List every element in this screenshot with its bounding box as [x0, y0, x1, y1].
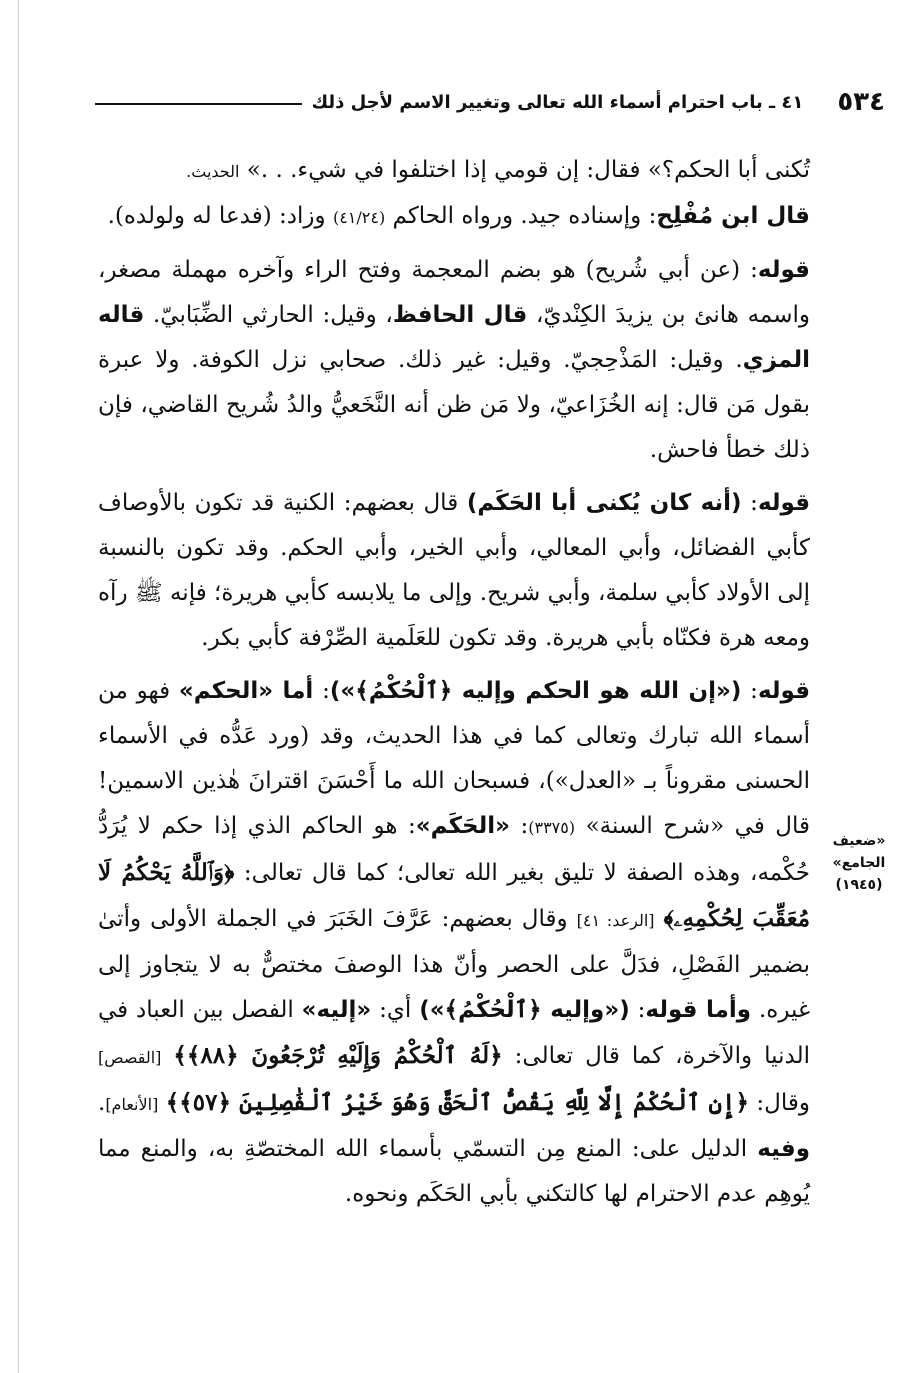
- text-run: وقال بعضهم: عَرَّفَ الخَبَرَ في الجملة الأولى وأتىٰ بضمير الفَصْلِ، فدَلَّ على الحصر وأنّ هذا الوصفَ مختصٌّ به لا يتجاوز إلى غيره.: [98, 906, 811, 1023]
- margin-note-line: «ضعيف: [832, 833, 886, 849]
- text-run: :: [741, 490, 758, 516]
- quran-verse: ﴿وَٱللَّهُ يَحْكُمُ لَا مُعَقِّبَ لِحُكْمِهِۦ﴾: [98, 859, 811, 932]
- paragraph: [98, 248, 810, 473]
- text-run: ، وقيل: الحارثي الضِّبَابيّ.: [144, 302, 393, 328]
- bold-keyword: «إليه»: [301, 997, 372, 1023]
- text-run: [161, 1043, 173, 1069]
- text-run: : وإسناده جيد. ورواه الحاكم: [385, 203, 657, 229]
- text-run: :: [509, 813, 529, 839]
- text-run: وزاد: (فدعا له ولولده).: [107, 203, 333, 229]
- text-run: [158, 1090, 165, 1116]
- bold-keyword: قاله المزي: [98, 302, 810, 373]
- text-run: .: [98, 1090, 106, 1116]
- text-run: تُكنى أبا الحكم؟» فقال: إن قومي إذا اختلفوا في شيء. . .»: [239, 157, 810, 183]
- body-text: [98, 148, 810, 1217]
- paragraph: [98, 481, 810, 661]
- bold-keyword: قال ابن مُفْلِح: [656, 203, 810, 229]
- text-run: [655, 906, 664, 932]
- margin-note-line: (١٩٤٥): [835, 877, 883, 893]
- reference-note: (٣٣٧٥): [528, 818, 576, 837]
- text-run: الفصل بين العباد في الدنيا والآخرة، كما قال تعالى:: [98, 997, 810, 1069]
- page-header: [95, 82, 885, 122]
- bold-keyword: قوله: [757, 678, 811, 704]
- quran-verse: ﴿إِنِ ٱلْحُكْمُ إِلَّا لِلَّهِ يَقُصُّ ٱلْحَقَّ وَهُوَ خَيْرُ ٱلْفَٰصِلِينَ ﴿٥٧﴾﴾: [165, 1089, 749, 1116]
- text-run: الدليل على: المنع مِن التسمّي بأسماء الله المختصّةِ به، والمنع مما يُوهِم عدم الاحترام لها كالتكني بأبي الحَكَم ونحوه.: [98, 1136, 810, 1207]
- chapter-title: ٤١ ـ باب احترام أسماء الله تعالى وتغيير الاسم لأجل ذلك: [311, 91, 804, 113]
- text-run: : هو الحاكم الذي إذا حكم لا يُرَدُّ حُكْمه، وهذه الصفة لا تليق بغير الله تعالى؛ كما قال تعالى:: [98, 813, 810, 886]
- reference-note: الحديث.: [186, 162, 240, 181]
- bold-keyword: (أنه كان يُكنى أبا الحَكَم): [466, 490, 742, 516]
- text-run: أي:: [371, 997, 420, 1023]
- text-run: . وقيل: المَذْحِجيّ. وقيل: غير ذلك. صحابي نزل الكوفة. ولا عبرة بقول مَن قال: إنه الخُزَاعيّ، ولا مَن ظن أنه النَّخَعيُّ والدُ شُريح القاضي، فإن ذلك خطأ فاحش.: [98, 347, 810, 463]
- quran-verse: ﴿لَهُ ٱلْحُكْمُ وَإِلَيْهِ تُرْجَعُونَ ﴿٨٨﴾﴾: [173, 1042, 503, 1069]
- paragraph: [98, 148, 810, 194]
- bold-keyword: («وإليه ﴿ٱلْحُكْمُ﴾»): [419, 997, 630, 1023]
- bold-keyword: أما «الحكم»: [178, 678, 314, 704]
- paragraph: [98, 669, 810, 1217]
- bold-keyword: وأما قوله: [645, 997, 752, 1023]
- margin-note-line: الجامع»: [832, 855, 886, 871]
- margin-note: [819, 830, 899, 896]
- text-run: :: [741, 678, 758, 704]
- bold-keyword: («إن الله هو الحكم وإليه ﴿ٱلْحُكْمُ﴾»): [329, 678, 742, 704]
- text-run: : (عن أبي شُريح) هو بضم المعجمة وفتح الراء وآخره مهملة مصغر، واسمه هانئ بن يزيدَ الكِنْديّ،: [98, 257, 810, 328]
- bold-keyword: قوله: [757, 257, 810, 283]
- text-run: :: [313, 678, 330, 704]
- page-edge-line: [18, 0, 19, 1373]
- reference-note: [الرعد: ٤١]: [576, 911, 655, 930]
- reference-note: [الأنعام]: [105, 1095, 159, 1114]
- page-number: ٥٣٤: [837, 87, 885, 117]
- header-rule: [95, 103, 302, 105]
- text-run: :: [629, 997, 646, 1023]
- reference-note: (٤١/٢٤): [332, 208, 386, 227]
- bold-keyword: وفيه: [757, 1136, 810, 1162]
- reference-note: [القصص]: [98, 1048, 162, 1067]
- text-run: وقال:: [748, 1090, 810, 1116]
- text-run: فهو من أسماء الله تبارك وتعالى كما في هذا الحديث، وقد (ورد عَدُّه في الأسماء الحسنى مقروناً بـ «العدل»)، فسبحان الله ما أَحْسَنَ اقترانَ هٰذين الاسمين! قال في «شرح السنة»: [98, 678, 811, 839]
- bold-keyword: قوله: [757, 490, 811, 516]
- paragraph: [98, 194, 810, 240]
- text-run: قال بعضهم: الكنية قد تكون بالأوصاف كأبي الفضائل، وأبي المعالي، وأبي الخير، وأبي الحكم. وقد تكون بالنسبة إلى الأولاد كأبي سلمة، وأبي شريح. وإلى ما يلابسه كأبي هريرة؛ فإنه ﷺ رآه ومعه هرة فكنّاه بأبي هريرة. وقد تكون للعَلَمية الصِّرْفة كأبي بكر.: [98, 490, 810, 651]
- bold-keyword: قال الحافظ: [392, 302, 528, 328]
- bold-keyword: «الحَكَم»: [415, 813, 510, 839]
